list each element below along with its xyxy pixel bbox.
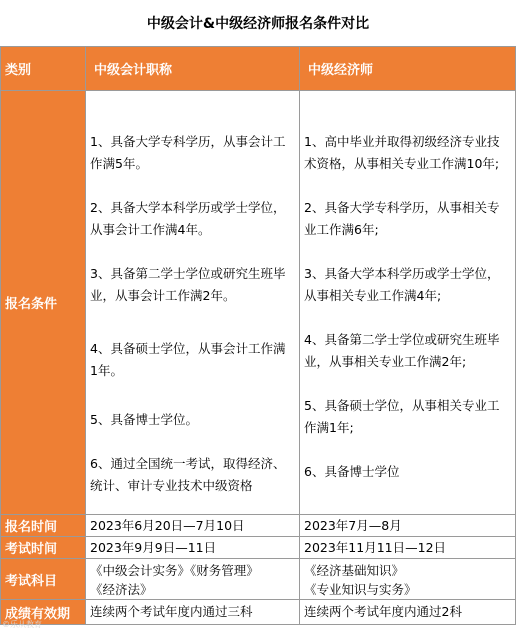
header-category: 类别 [0, 46, 86, 91]
economist-subjects [299, 558, 516, 600]
validity-label: 成绩有效期 [0, 599, 86, 625]
accounting-exam-time: 2023年9月9日—11日 [85, 536, 300, 559]
watermark: ©乐从教育 [2, 620, 42, 629]
header-economist: 中级经济师 [299, 46, 516, 91]
accounting-requirement: 2、具备大学本科学历或学士学位，从事会计工作满4年。 [90, 200, 286, 237]
accounting-requirements [85, 90, 300, 515]
accounting-requirement: 6、通过全国统一考试，取得经济、统计、审计专业技术中级资格 [90, 456, 286, 493]
accounting-requirement: 1、具备大学专科学历，从事会计工作满5年。 [90, 134, 286, 171]
accounting-requirement: 4、具备硕士学位，从事会计工作满1年。 [90, 341, 286, 378]
registration-time-label: 报名时间 [0, 514, 86, 537]
economist-registration-time: 2023年7月—8月 [299, 514, 516, 537]
economist-subjects-line: 《经济基础知识》 [304, 563, 405, 578]
economist-requirement: 4、具备第二学士学位或研究生班毕业，从事相关专业工作满2年; [304, 332, 500, 369]
economist-subjects-line: 《专业知识与实务》 [304, 582, 417, 597]
economist-requirement: 2、具备大学专科学历，从事相关专业工作满6年; [304, 200, 500, 237]
accounting-requirement: 3、具备第二学士学位或研究生班毕业，从事会计工作满2年。 [90, 266, 286, 303]
economist-requirements [299, 90, 516, 515]
accounting-registration-time: 2023年6月20日—7月10日 [85, 514, 300, 537]
subjects-label: 考试科目 [0, 558, 86, 600]
header-accounting: 中级会计职称 [85, 46, 300, 91]
requirements-label: 报名条件 [0, 90, 86, 515]
economist-requirement: 5、具备硕士学位，从事相关专业工作满1年; [304, 398, 500, 435]
accounting-subjects [85, 558, 300, 600]
accounting-subjects-line: 《中级会计实务》《财务管理》 [90, 563, 259, 578]
accounting-validity: 连续两个考试年度内通过三科 [85, 599, 300, 625]
economist-requirement: 3、具备大学本科学历或学士学位，从事相关专业工作满4年; [304, 266, 500, 303]
economist-validity: 连续两个考试年度内通过2科 [299, 599, 516, 625]
accounting-requirement: 5、具备博士学位。 [90, 412, 198, 427]
page-title: 中级会计&中级经济师报名条件对比 [146, 16, 370, 32]
economist-requirement: 1、高中毕业并取得初级经济专业技术资格，从事相关专业工作满10年; [304, 134, 500, 171]
exam-time-label: 考试时间 [0, 536, 86, 559]
economist-requirement: 6、具备博士学位 [304, 464, 400, 479]
accounting-subjects-line: 《经济法》 [90, 582, 153, 597]
economist-exam-time: 2023年11月11日—12日 [299, 536, 516, 559]
